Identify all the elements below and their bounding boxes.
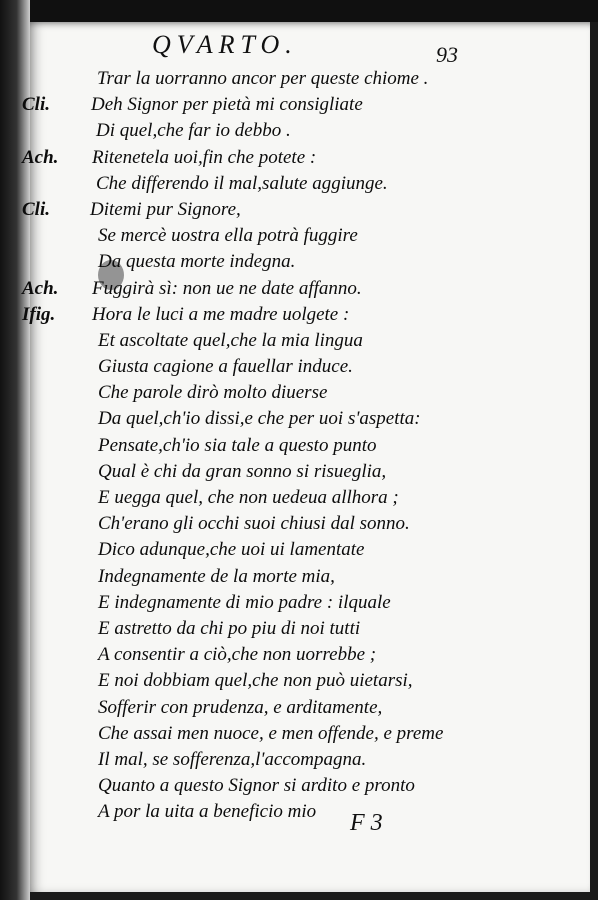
verse-line-text: Che differendo il mal,salute aggiunge. [96, 172, 388, 194]
verse-line-text: Da quel,ch'io dissi,e che per uoi s'aspetta: [98, 408, 421, 430]
verse-line [0, 354, 560, 380]
speaker-label: Ach. [22, 146, 59, 168]
speaker-label: Ach. [22, 277, 59, 299]
running-head: QVARTO. [152, 30, 298, 59]
verse-line-text: Fuggirà sì: non ue ne date affanno. [92, 277, 362, 299]
verse-line-text: Giusta cagione a fauellar induce. [98, 356, 353, 378]
verse-line [0, 433, 560, 459]
verse-line [0, 668, 560, 694]
verse-line-text: Ch'erano gli occhi suoi chiusi dal sonno. [98, 513, 410, 535]
verse-line [0, 564, 560, 590]
signature-mark: F 3 [350, 810, 383, 836]
verse-line-text: Che assai men nuoce, e men offende, e preme [98, 722, 444, 744]
verse-line [0, 642, 560, 668]
verse-line-text: Ditemi pur Signore, [90, 198, 241, 220]
verse-line [0, 302, 560, 328]
verse-line [0, 773, 560, 799]
verse-line-text: Et ascoltate quel,che la mia lingua [98, 329, 363, 351]
verse-line [0, 276, 560, 302]
verse-line-text: E uegga quel, che non uedeua allhora ; [98, 487, 399, 508]
verse-line [0, 92, 560, 118]
speaker-label: Cli. [22, 94, 50, 116]
verse-line [0, 485, 560, 511]
speaker-label: Ifig. [22, 303, 56, 325]
speaker-label: Cli. [22, 198, 50, 220]
verse-line-text: Ritenetela uoi,fin che potete : [92, 146, 317, 168]
verse-line-text: Che parole dirò molto diuerse [98, 382, 328, 404]
verse-line [0, 747, 560, 773]
verse-line-text: A consentir a ciò,che non uorrebbe ; [98, 644, 377, 666]
verse-line-text: Indegnamente de la morte mia, [98, 565, 335, 587]
verse-line-text: E astretto da chi po piu di noi tutti [98, 617, 361, 639]
verse-line [0, 459, 560, 485]
verse-line-text: Di quel,che far io debbo . [96, 120, 291, 142]
verse-line [0, 537, 560, 563]
verse-line [0, 406, 560, 432]
verse-line-text: Quanto a questo Signor si ardito e pronto [98, 775, 415, 797]
page-number: 93 [436, 42, 458, 67]
verse-line [0, 616, 560, 642]
verse-line [0, 145, 560, 171]
verse-line [0, 721, 560, 747]
verse-line [0, 223, 560, 249]
verse-line [0, 249, 560, 275]
verse-line [0, 590, 560, 616]
verse-line-text: A por la uita a beneficio mio [98, 801, 317, 823]
verse-line [0, 695, 560, 721]
verse-line-text: Hora le luci a me madre uolgete : [92, 303, 350, 325]
verse-line [0, 328, 560, 354]
scan-top-edge [0, 0, 598, 22]
verse-line-text: Da questa morte indegna. [98, 251, 296, 273]
verse-line-text: E noi dobbiam quel,che non può uietarsi, [98, 670, 413, 692]
verse-line [0, 511, 560, 537]
verse-line-text: Il mal, se sofferenza,l'accompagna. [98, 748, 367, 770]
verse-line [0, 66, 560, 92]
verse-line-text: Trar la uorranno ancor per queste chiome . [97, 68, 429, 89]
verse-text [0, 66, 560, 825]
verse-line [0, 171, 560, 197]
verse-line [0, 197, 560, 223]
verse-line [0, 118, 560, 144]
verse-line-text: Dico adunque,che uoi ui lamentate [98, 539, 365, 561]
verse-line-text: Sofferir con prudenza, e arditamente, [98, 696, 383, 718]
verse-line-text: Se mercè uostra ella potrà fuggire [98, 225, 358, 247]
verse-line-text: Qual è chi da gran sonno si risueglia, [98, 460, 387, 482]
verse-line [0, 799, 560, 825]
verse-line [0, 380, 560, 406]
verse-line-text: Deh Signor per pietà mi consigliate [91, 94, 363, 116]
verse-line-text: E indegnamente di mio padre : ilquale [98, 591, 391, 613]
verse-line-text: Pensate,ch'io sia tale a questo punto [98, 434, 377, 456]
